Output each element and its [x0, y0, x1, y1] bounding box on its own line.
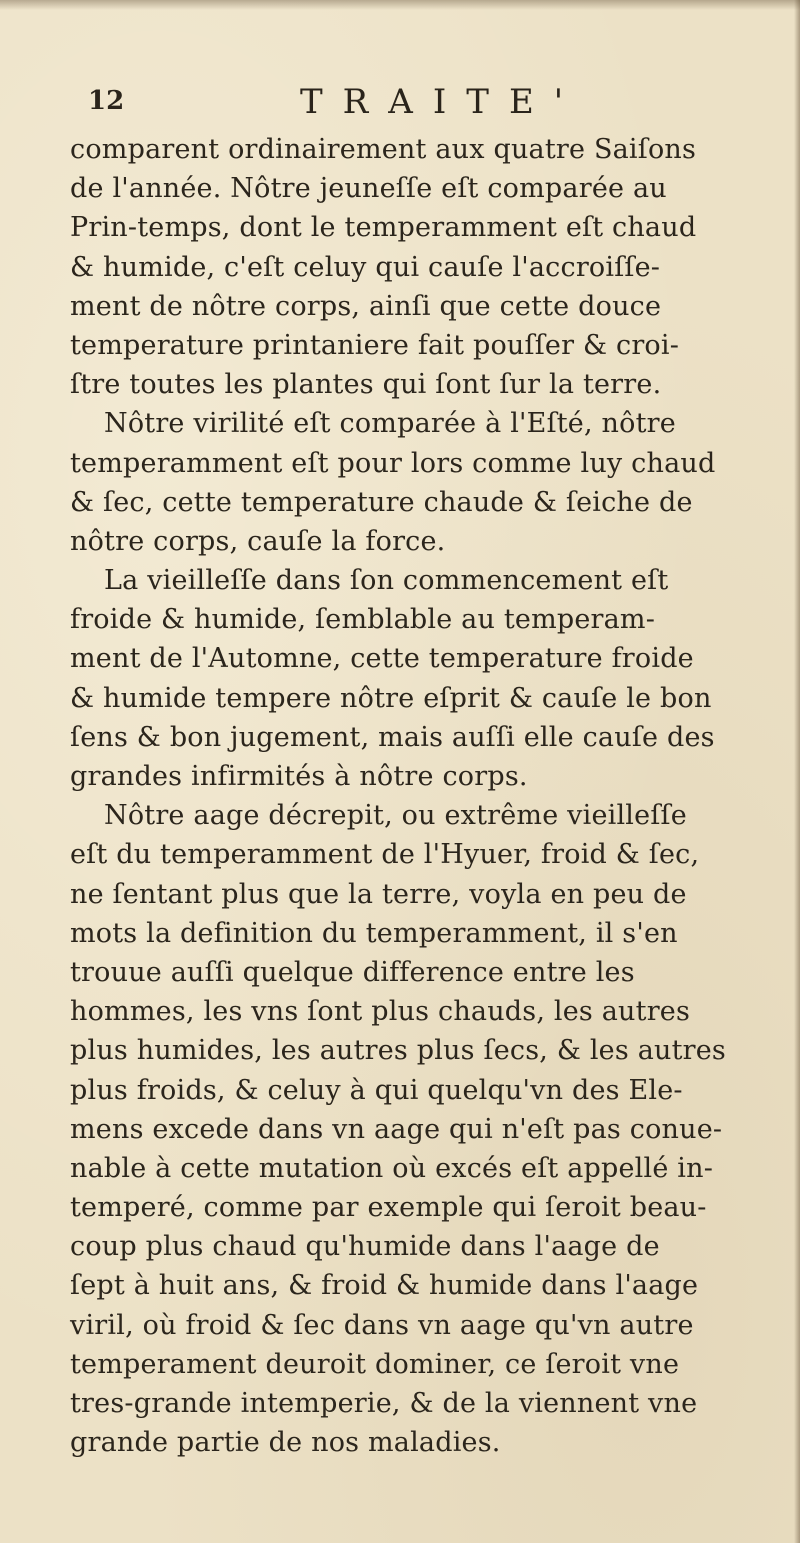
text-line: froide & humide, ſemblable au temperam- — [70, 604, 656, 636]
text-line: coup plus chaud qu'humide dans l'aage de — [70, 1231, 660, 1263]
text-line: temperature printaniere fait pouſſer & croi- — [70, 329, 680, 361]
text-line: mots la definition du temperamment, il s'en — [70, 917, 678, 949]
text-line: temperamment eſt pour lors comme luy chaud — [70, 447, 716, 479]
text-line: eſt du temperamment de l'Hyuer, froid & ſec, — [70, 839, 700, 871]
body-text — [70, 130, 770, 1462]
paragraph-start-line: La vieilleſſe dans ſon commencement eſt — [104, 565, 669, 597]
text-line: temperé, comme par exemple qui ſeroit beau- — [70, 1192, 707, 1224]
text-line: ne ſentant plus que la terre, voyla en peu de — [70, 878, 687, 910]
running-title: TRAITE' — [300, 82, 584, 122]
text-line: ment de nôtre corps, ainſi que cette douce — [70, 290, 662, 322]
text-line: grandes infirmités à nôtre corps. — [70, 761, 528, 792]
page-edge-shadow — [794, 0, 800, 1543]
paragraph-start-line: Nôtre aage décrepit, ou extrême vieilleſſe — [104, 800, 687, 832]
text-line: plus humides, les autres plus ſecs, & les autres — [70, 1035, 726, 1067]
text-line: ſept à huit ans, & froid & humide dans l'aage — [70, 1270, 699, 1302]
text-line: ſens & bon jugement, mais auſſi elle cauſe des — [70, 721, 715, 753]
text-line: de l'année. Nôtre jeuneſſe eſt comparée au — [70, 173, 667, 205]
text-line: temperament deuroit dominer, ce ſeroit vne — [70, 1348, 680, 1380]
page-top-shadow — [0, 0, 800, 10]
text-line: mens excede dans vn aage qui n'eſt pas conue- — [70, 1113, 723, 1145]
text-line: grande partie de nos maladies. — [70, 1427, 501, 1459]
text-line: & ſec, cette temperature chaude & ſeiche de — [70, 486, 693, 518]
text-line: tres-grande intemperie, & de la viennent vne — [70, 1388, 698, 1419]
running-head — [88, 82, 768, 130]
text-line: ſtre toutes les plantes qui ſont ſur la terre. — [70, 369, 662, 401]
text-line: plus froids, & celuy à qui quelqu'vn des Ele- — [70, 1074, 683, 1106]
text-line: hommes, les vns ſont plus chauds, les autres — [70, 996, 691, 1028]
text-line: ment de l'Automne, cette temperature froide — [70, 643, 694, 675]
text-line: nable à cette mutation où excés eſt appellé in- — [70, 1152, 714, 1184]
text-line: viril, où froid & ſec dans vn aage qu'vn autre — [70, 1309, 694, 1341]
text-line: comparent ordinairement aux quatre Saiſons — [70, 134, 697, 165]
text-line: & humide tempere nôtre eſprit & cauſe le bon — [70, 682, 712, 714]
page-number: 12 — [88, 86, 125, 116]
paragraph-start-line: Nôtre virilité eſt comparée à l'Eſté, nôtre — [104, 408, 676, 440]
text-line: Prin-temps, dont le temperamment eſt chaud — [70, 212, 697, 244]
text-line: nôtre corps, cauſe la force. — [70, 525, 446, 557]
text-line: trouue auſſi quelque difference entre les — [70, 956, 635, 988]
text-line: & humide, c'eſt celuy qui cauſe l'accroiſſe- — [70, 251, 661, 283]
